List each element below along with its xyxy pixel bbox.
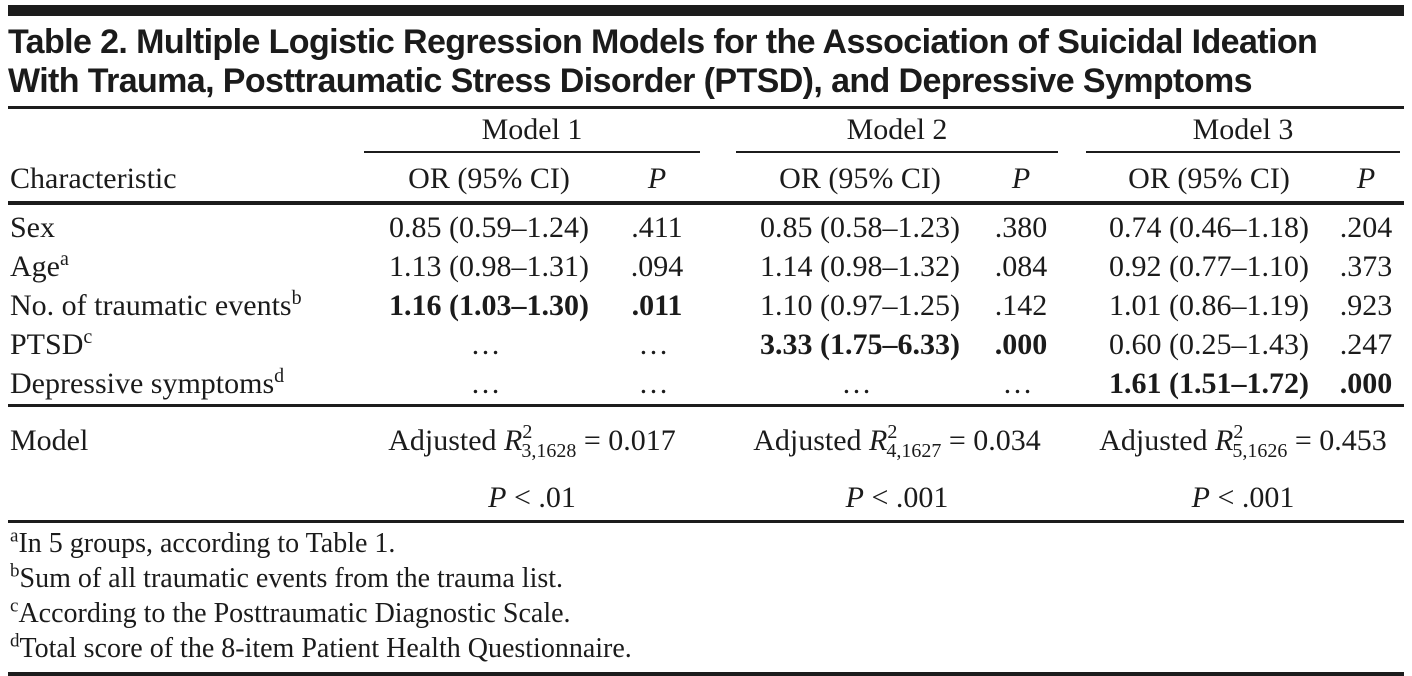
table-row-traumatic-events [8, 287, 1404, 326]
model-1-group-header: Model 1 [364, 110, 700, 153]
footnote-marker: d [10, 630, 20, 652]
p-value: .380 [994, 211, 1048, 244]
footnote-c: $^c$According to the Posttraumatic Diagnostic Scale. [10, 595, 571, 629]
footnote-marker: c [83, 326, 93, 348]
footnote-a: $^a$In 5 groups, according to Table 1. [10, 525, 396, 559]
footnote-marker: c [10, 595, 19, 617]
footnote-marker: b [291, 287, 302, 309]
table-footnotes [8, 526, 1404, 666]
top-border-rule [8, 5, 1404, 16]
model-p-row [8, 462, 1404, 520]
p-symbol: P [488, 481, 507, 514]
model-2-fit-statistic: Adjusted $R^2_{4,1627} = 0.034$ [753, 421, 1041, 462]
model-group-header-row [8, 109, 1404, 153]
or-value: 1.16 (1.03–1.30) [389, 289, 589, 322]
model-3-group-header: Model 3 [1086, 110, 1400, 153]
row-label: PTSD$^c$ [10, 326, 93, 361]
or-value: 0.60 (0.25–1.43) [1109, 328, 1309, 361]
body-divider-rule [8, 404, 1404, 407]
p-value: .411 [631, 211, 683, 244]
or-value: 0.74 (0.46–1.18) [1109, 211, 1309, 244]
empty-cell [8, 462, 364, 507]
p-value: .000 [1339, 367, 1393, 400]
footnote-b: $^b$Sum of all traumatic events from the trauma list. [10, 560, 564, 594]
p-value: .204 [1339, 211, 1393, 244]
p-value: .373 [1339, 250, 1393, 283]
p-value: .094 [630, 250, 684, 283]
r-squared-symbol: R [869, 424, 888, 457]
model-2-p-header: P [1011, 162, 1031, 195]
model-1-p-header: P [647, 162, 667, 195]
table-row-ptsd [8, 326, 1404, 365]
p-symbol: P [845, 481, 864, 514]
model-2-group-header: Model 2 [736, 110, 1058, 153]
model-1-fit-statistic: Adjusted $R^2_{3,1628} = 0.017$ [388, 421, 676, 462]
footnote-marker: a [59, 248, 69, 270]
or-value: 0.85 (0.59–1.24) [389, 211, 589, 244]
model-3-fit-statistic: Adjusted $R^2_{5,1626} = 0.453$ [1099, 421, 1387, 462]
table-title-line2: With Trauma, Posttraumatic Stress Disorder (PTSD), and Depressive Symptoms [8, 62, 1252, 100]
p-value: … [638, 367, 676, 400]
or-value: … [841, 367, 879, 400]
model-3-or-header: OR (95% CI) [1128, 162, 1290, 195]
r-squared-symbol: R [1215, 424, 1234, 457]
row-label: No. of traumatic events$^b$ [10, 287, 302, 322]
table-row-sex [8, 209, 1404, 248]
or-value: 1.10 (0.97–1.25) [760, 289, 960, 322]
table-title [8, 23, 1404, 101]
or-value: 0.92 (0.77–1.10) [1109, 250, 1309, 283]
or-value: 1.01 (0.86–1.19) [1109, 289, 1309, 322]
column-header-row [8, 153, 1404, 201]
r-squared-symbol: R [504, 424, 523, 457]
or-value: … [470, 328, 508, 361]
footnote-marker: d [274, 365, 285, 387]
footnote-marker: b [10, 560, 20, 582]
p-value: … [1002, 367, 1040, 400]
model-fit-summary [8, 408, 1404, 520]
header-divider-rule [8, 201, 1404, 205]
table-row-depressive-symptoms [8, 365, 1404, 404]
footnote-marker: a [10, 525, 19, 547]
or-value: … [470, 367, 508, 400]
p-value: … [638, 328, 676, 361]
p-value: .011 [631, 289, 683, 322]
model-3-p-statistic: P < .001 [1191, 481, 1295, 514]
p-value: .142 [994, 289, 1048, 322]
footnote-d: $^d$Total score of the 8-item Patient Health Questionnaire. [10, 630, 632, 664]
or-value: 1.13 (0.98–1.31) [389, 250, 589, 283]
table-body [8, 209, 1404, 404]
model-1-or-header: OR (95% CI) [408, 162, 570, 195]
table-row-age [8, 248, 1404, 287]
table-title-line1: Table 2. Multiple Logistic Regression Models for the Association of Suicidal Ideation [8, 23, 1318, 61]
p-value: .000 [994, 328, 1048, 361]
footnote-divider-rule [8, 520, 1404, 523]
or-value: 1.14 (0.98–1.32) [760, 250, 960, 283]
p-value: .923 [1339, 289, 1393, 322]
model-row-label: Model [10, 424, 89, 457]
or-value: 1.61 (1.51–1.72) [1109, 367, 1309, 400]
paper-table-page [0, 5, 1412, 664]
model-fit-row [8, 408, 1404, 462]
model-3-p-header: P [1356, 162, 1376, 195]
row-label: Age$^a$ [10, 248, 69, 283]
row-label: Sex [10, 211, 55, 244]
or-value: 3.33 (1.75–6.33) [760, 328, 960, 361]
row-label: Depressive symptoms$^d$ [10, 365, 285, 400]
characteristic-column-header: Characteristic [10, 162, 177, 195]
p-value: .084 [994, 250, 1048, 283]
model-2-or-header: OR (95% CI) [779, 162, 941, 195]
model-1-p-statistic: P < .01 [488, 481, 576, 514]
p-value: .247 [1339, 328, 1393, 361]
or-value: 0.85 (0.58–1.23) [760, 211, 960, 244]
model-2-p-statistic: P < .001 [845, 481, 949, 514]
p-symbol: P [1191, 481, 1210, 514]
bottom-border-rule [8, 672, 1404, 676]
